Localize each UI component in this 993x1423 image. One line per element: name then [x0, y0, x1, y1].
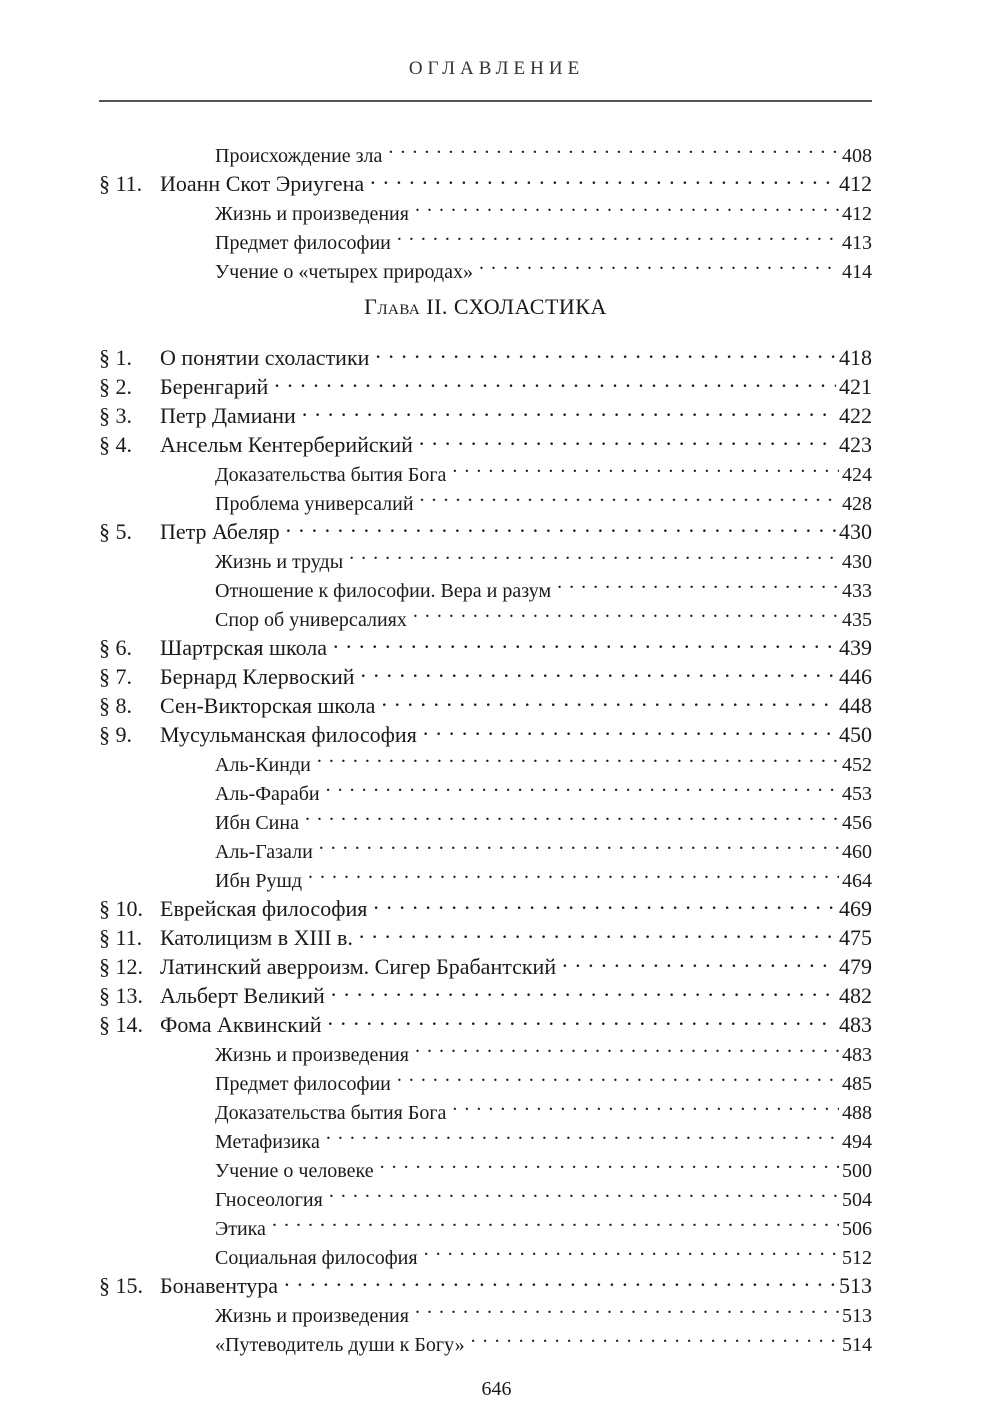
entry-page-number: 494	[839, 1128, 872, 1157]
toc-entry	[99, 916, 872, 950]
toc-entry	[99, 713, 872, 747]
section-number: § 7.	[99, 664, 132, 689]
entry-title: «Путеводитель души к Богу»	[215, 1334, 465, 1356]
entry-page-number: 414	[839, 258, 872, 287]
entry-page-number: 413	[839, 229, 872, 258]
dot-leader	[326, 771, 839, 800]
dot-leader	[452, 452, 839, 481]
dot-leader	[415, 1032, 839, 1061]
toc-entry	[99, 974, 872, 1008]
section-number: § 8.	[99, 693, 132, 718]
entry-page-number: 428	[839, 490, 872, 519]
entry-page-number: 464	[839, 867, 872, 896]
entry-page-number: 412	[836, 169, 872, 198]
toc-entry	[99, 423, 872, 457]
entry-title: Этика	[215, 1218, 266, 1240]
dot-leader	[420, 481, 839, 510]
toc-subentry	[99, 597, 872, 631]
dot-leader	[308, 858, 839, 887]
toc-subentry	[99, 1032, 872, 1066]
entry-title: Шартрская школа	[160, 635, 328, 660]
entry-page-number: 488	[839, 1099, 872, 1128]
dot-leader	[397, 220, 839, 249]
entry-page-number: 412	[839, 200, 872, 229]
toc-entry	[99, 365, 872, 399]
entry-title: Аль-Фараби	[215, 783, 320, 805]
entry-page-number: 483	[836, 1010, 872, 1039]
entry-title: Бернард Клервоский	[160, 664, 355, 689]
toc-subentry	[99, 1322, 872, 1356]
entry-page-number: 421	[836, 372, 872, 401]
dot-leader	[361, 655, 836, 684]
toc-subentry	[99, 452, 872, 486]
section-number: § 4.	[99, 432, 132, 457]
toc-subentry	[99, 771, 872, 805]
entry-page-number: 485	[839, 1070, 872, 1099]
entry-title: Спор об универсалиях	[215, 609, 407, 631]
dot-leader	[272, 1206, 839, 1235]
chapter-label: Глава	[364, 294, 421, 319]
entry-page-number: 435	[839, 606, 872, 635]
entry-title: Жизнь и произведения	[215, 203, 409, 225]
toc-subentry	[99, 800, 872, 834]
toc-subentry	[99, 191, 872, 225]
dot-leader	[479, 249, 839, 278]
toc-subentry	[99, 481, 872, 515]
toc-pre-entries	[99, 133, 872, 283]
dot-leader	[381, 684, 836, 713]
toc-entry	[99, 394, 872, 428]
entry-page-number: 482	[836, 981, 872, 1010]
section-number: § 11.	[99, 171, 143, 196]
dot-leader	[419, 423, 836, 452]
toc-subentry	[99, 742, 872, 776]
section-number: § 14.	[99, 1012, 143, 1037]
entry-title: Учение о человеке	[215, 1160, 374, 1182]
entry-page-number: 514	[839, 1331, 872, 1360]
section-number: § 9.	[99, 722, 132, 747]
section-number: § 13.	[99, 983, 143, 1008]
entry-page-number: 453	[839, 780, 872, 809]
toc-subentry	[99, 1293, 872, 1327]
dot-leader	[328, 1003, 836, 1032]
toc-subentry	[99, 133, 872, 167]
section-number: § 3.	[99, 403, 132, 428]
entry-title: Отношение к философии. Вера и разум	[215, 580, 552, 602]
dot-leader	[471, 1322, 839, 1351]
entry-page-number: 512	[839, 1244, 872, 1273]
toc-subentry	[99, 858, 872, 892]
toc-entry	[99, 655, 872, 689]
entry-page-number: 418	[836, 343, 872, 372]
entry-title: Ансельм Кентерберийский	[160, 432, 413, 457]
section-number: § 11.	[99, 925, 143, 950]
entry-title: Жизнь и труды	[215, 551, 344, 573]
toc-entry	[99, 887, 872, 921]
dot-leader	[415, 191, 839, 220]
entry-page-number: 423	[836, 430, 872, 459]
dot-leader	[424, 1235, 839, 1264]
entry-title: Аль-Кинди	[215, 754, 311, 776]
dot-leader	[375, 336, 836, 365]
section-number: § 2.	[99, 374, 132, 399]
entry-title: Гносеология	[215, 1189, 323, 1211]
dot-leader	[319, 829, 839, 858]
running-head: ОГЛАВЛЕНИЕ	[408, 58, 585, 79]
section-number: § 12.	[99, 954, 143, 979]
dot-leader	[380, 1148, 839, 1177]
toc-subentry	[99, 1090, 872, 1124]
chapter-numeral: II.	[426, 294, 448, 319]
section-number: § 10.	[99, 896, 143, 921]
page-number: 646	[481, 1378, 512, 1400]
toc-subentry	[99, 249, 872, 283]
entry-title: Предмет философии	[215, 1073, 391, 1095]
entry-title: Беренгарий	[160, 374, 269, 399]
dot-leader	[359, 916, 836, 945]
dot-leader	[284, 1264, 836, 1293]
dot-leader	[333, 626, 836, 655]
entry-title: Петр Дамиани	[160, 403, 296, 428]
toc-entries	[99, 336, 872, 1356]
entry-title: Социальная философия	[215, 1247, 418, 1269]
entry-page-number: 430	[836, 517, 872, 546]
entry-title: Ибн Сина	[215, 812, 299, 834]
dot-leader	[331, 974, 836, 1003]
entry-page-number: 506	[839, 1215, 872, 1244]
dot-leader	[452, 1090, 839, 1119]
entry-page-number: 456	[839, 809, 872, 838]
toc-subentry	[99, 1206, 872, 1240]
toc-subentry	[99, 1061, 872, 1095]
entry-page-number: 479	[836, 952, 872, 981]
toc-entry	[99, 510, 872, 544]
entry-title: Иоанн Скот Эриугена	[160, 171, 365, 196]
entry-title: Доказательства бытия Бога	[215, 464, 447, 486]
chapter-title: СХОЛАСТИКА	[453, 294, 607, 319]
toc-subentry	[99, 1119, 872, 1153]
toc-entry	[99, 945, 872, 979]
entry-page-number: 439	[836, 633, 872, 662]
toc-subentry	[99, 539, 872, 573]
toc-entry	[99, 684, 872, 718]
entry-title: Петр Абеляр	[160, 519, 280, 544]
entry-title: Метафизика	[215, 1131, 320, 1153]
entry-page-number: 430	[839, 548, 872, 577]
dot-leader	[305, 800, 839, 829]
entry-page-number: 483	[839, 1041, 872, 1070]
dot-leader	[326, 1119, 839, 1148]
dot-leader	[329, 1177, 839, 1206]
entry-page-number: 408	[839, 142, 872, 171]
section-number: § 15.	[99, 1273, 143, 1298]
dot-leader	[373, 887, 836, 916]
entry-page-number: 475	[836, 923, 872, 952]
dot-leader	[274, 365, 836, 394]
toc-entry	[99, 626, 872, 660]
entry-page-number: 500	[839, 1157, 872, 1186]
entry-title: Предмет философии	[215, 232, 391, 254]
entry-page-number: 446	[836, 662, 872, 691]
toc-entry	[99, 162, 872, 196]
toc-subentry	[99, 568, 872, 602]
toc-subentry	[99, 829, 872, 863]
dot-leader	[562, 945, 836, 974]
dot-leader	[302, 394, 836, 423]
toc-subentry	[99, 1148, 872, 1182]
entry-title: Жизнь и произведения	[215, 1044, 409, 1066]
entry-page-number: 450	[836, 720, 872, 749]
entry-title: О понятии схоластики	[160, 345, 370, 370]
dot-leader	[286, 510, 836, 539]
entry-page-number: 513	[836, 1271, 872, 1300]
entry-title: Латинский аверроизм. Сигер Брабантский	[160, 954, 557, 979]
entry-title: Еврейская философия	[160, 896, 368, 921]
section-number: § 5.	[99, 519, 132, 544]
entry-title: Жизнь и произведения	[215, 1305, 409, 1327]
entry-page-number: 448	[836, 691, 872, 720]
entry-title: Аль-Газали	[215, 841, 313, 863]
entry-title: Ибн Рушд	[215, 870, 303, 892]
entry-title: Происхождение зла	[215, 145, 383, 167]
toc-entry	[99, 1003, 872, 1037]
entry-page-number: 424	[839, 461, 872, 490]
toc-entry	[99, 336, 872, 370]
entry-title: Учение о «четырех природах»	[215, 261, 473, 283]
dot-leader	[413, 597, 839, 626]
entry-title: Доказательства бытия Бога	[215, 1102, 447, 1124]
entry-title: Проблема универсалий	[215, 493, 414, 515]
entry-title: Мусульманская философия	[160, 722, 417, 747]
dot-leader	[557, 568, 839, 597]
dot-leader	[317, 742, 839, 771]
entry-page-number: 513	[839, 1302, 872, 1331]
dot-leader	[415, 1293, 839, 1322]
toc-entry	[99, 1264, 872, 1298]
entry-page-number: 433	[839, 577, 872, 606]
table-of-contents	[99, 133, 872, 1356]
dot-leader	[349, 539, 839, 568]
dot-leader	[397, 1061, 839, 1090]
entry-page-number: 469	[836, 894, 872, 923]
entry-title: Бонавентура	[160, 1273, 279, 1298]
entry-title: Фома Аквинский	[160, 1012, 322, 1037]
entry-page-number: 422	[836, 401, 872, 430]
entry-title: Сен-Викторская школа	[160, 693, 376, 718]
dot-leader	[370, 162, 836, 191]
entry-page-number: 460	[839, 838, 872, 867]
section-number: § 6.	[99, 635, 132, 660]
toc-subentry	[99, 1177, 872, 1211]
entry-title: Католицизм в XIII в.	[160, 925, 353, 950]
entry-title: Альберт Великий	[160, 983, 325, 1008]
toc-subentry	[99, 1235, 872, 1269]
entry-page-number: 504	[839, 1186, 872, 1215]
dot-leader	[423, 713, 836, 742]
section-number: § 1.	[99, 345, 132, 370]
dot-leader	[388, 133, 839, 162]
toc-subentry	[99, 220, 872, 254]
entry-page-number: 452	[839, 751, 872, 780]
header-rule	[99, 100, 872, 102]
